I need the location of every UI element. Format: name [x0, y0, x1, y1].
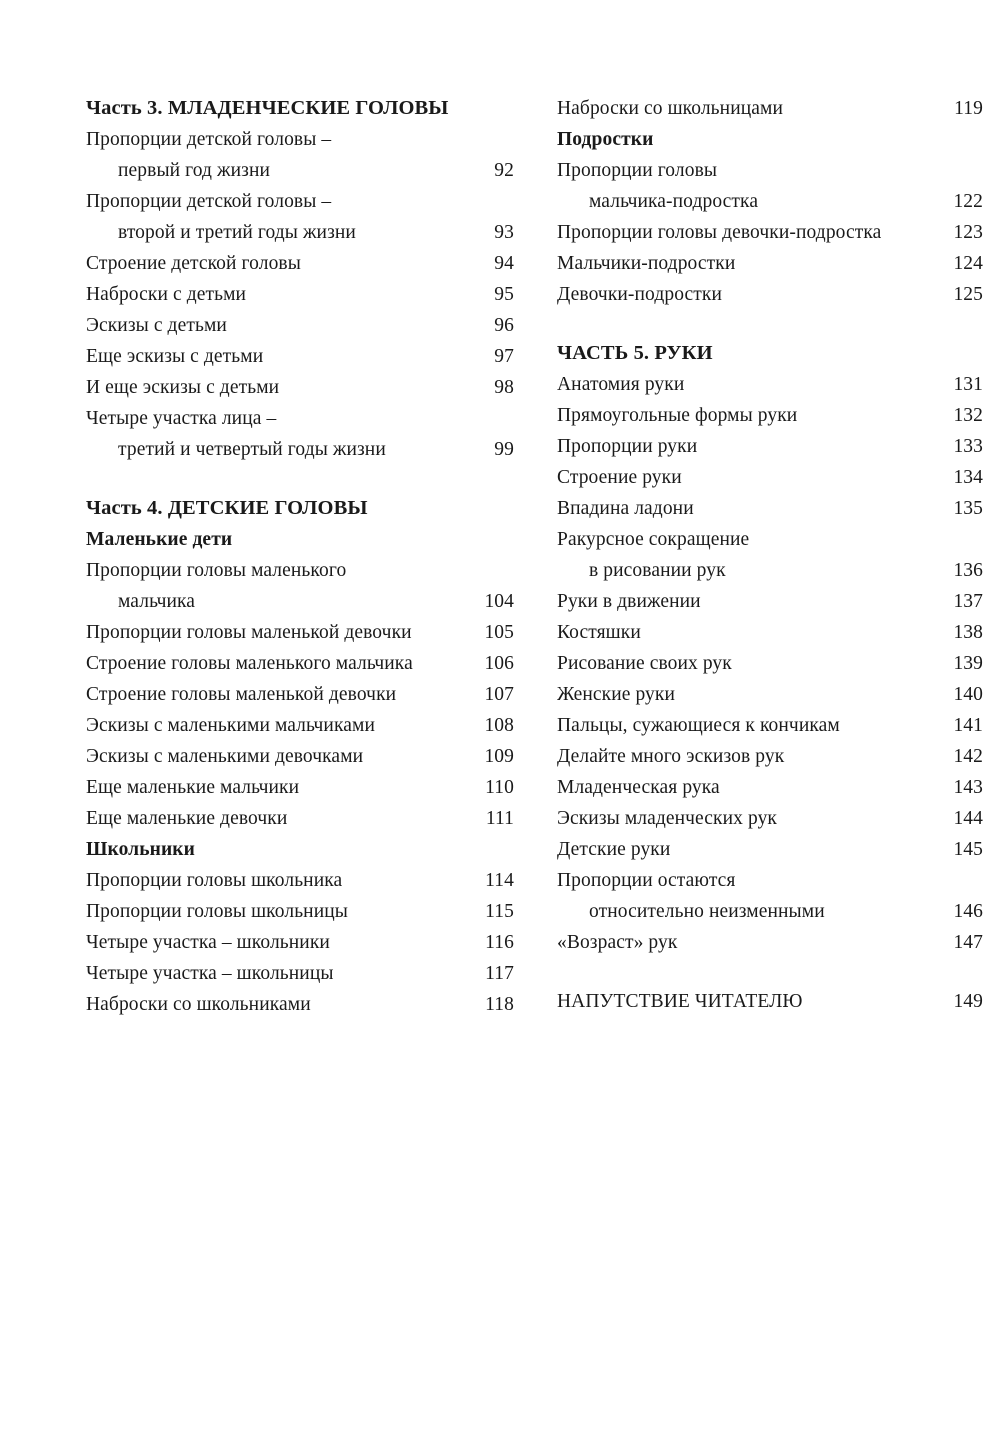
toc-entry-title: Строение головы маленькой девочки — [86, 684, 397, 705]
toc-page-number: 149 — [953, 991, 983, 1012]
toc-entry-line — [557, 279, 983, 310]
toc-page-number: 144 — [953, 808, 983, 829]
toc-page-number: 137 — [953, 591, 983, 612]
toc-entry[interactable] — [557, 217, 983, 248]
toc-entry-line — [557, 865, 983, 896]
toc-page-number: 104 — [484, 591, 514, 612]
toc-entry[interactable] — [557, 679, 983, 710]
toc-page-number: 98 — [494, 377, 514, 398]
toc-entry-title: в рисовании рук — [589, 560, 726, 581]
toc-entry-title: Пропорции головы маленького — [86, 560, 347, 581]
part-heading-text: ЧАСТЬ 5. РУКИ — [557, 342, 713, 364]
toc-page-number: 122 — [953, 191, 983, 212]
toc-entry[interactable] — [557, 279, 983, 310]
toc-entry-line — [86, 124, 514, 155]
toc-page-number: 95 — [494, 284, 514, 305]
toc-entry-line — [557, 803, 983, 834]
toc-page-number: 107 — [484, 684, 514, 705]
toc-page-number: 108 — [484, 715, 514, 736]
toc-entry[interactable] — [86, 555, 514, 617]
toc-entry[interactable] — [86, 772, 514, 803]
toc-page-number: 136 — [953, 560, 983, 581]
toc-page-number: 97 — [494, 346, 514, 367]
toc-entry[interactable] — [86, 989, 514, 1020]
toc-entry-line — [557, 896, 983, 927]
toc-page-number: 143 — [953, 777, 983, 798]
toc-entry-title: второй и третий годы жизни — [118, 222, 356, 243]
toc-entry-line — [86, 865, 514, 896]
toc-entry-line — [557, 586, 983, 617]
toc-entry-line — [557, 834, 983, 865]
toc-entry-line — [557, 772, 983, 803]
toc-entry-line — [86, 186, 514, 217]
toc-entry-title: Пропорции детской головы – — [86, 129, 332, 150]
toc-entry-line — [557, 524, 983, 555]
section-subheading-text: Школьники — [86, 839, 195, 860]
toc-page-number: 125 — [953, 284, 983, 305]
toc-entry[interactable] — [86, 958, 514, 989]
toc-entry[interactable] — [557, 462, 983, 493]
toc-page-number: 147 — [953, 932, 983, 953]
toc-page-number: 109 — [484, 746, 514, 767]
section-gap — [86, 465, 514, 493]
toc-entry[interactable] — [557, 93, 983, 124]
toc-entry[interactable] — [557, 803, 983, 834]
toc-page-number: 141 — [953, 715, 983, 736]
toc-entry-line — [86, 648, 514, 679]
toc-entry-line — [86, 710, 514, 741]
toc-entry-line — [557, 493, 983, 524]
toc-entry[interactable] — [86, 803, 514, 834]
toc-entry-title: Пропорции головы девочки-подростка — [557, 222, 882, 243]
toc-entry-line — [86, 555, 514, 586]
toc-entry-line — [86, 310, 514, 341]
toc-entry[interactable] — [557, 772, 983, 803]
toc-page-number: 123 — [953, 222, 983, 243]
toc-entry[interactable] — [86, 124, 514, 186]
toc-entry-line — [557, 217, 983, 248]
toc-entry-title: Пропорции головы маленькой девочки — [86, 622, 412, 643]
toc-entry-line — [86, 927, 514, 958]
toc-entry-title: первый год жизни — [118, 160, 271, 181]
toc-entry-line — [86, 403, 514, 434]
toc-entry-title: Девочки-подростки — [557, 284, 723, 305]
toc-entry-line — [86, 341, 514, 372]
toc-entry-title: Строение руки — [557, 467, 682, 488]
toc-entry[interactable] — [557, 617, 983, 648]
toc-entry-line — [86, 248, 514, 279]
toc-entry[interactable] — [86, 865, 514, 896]
toc-entry-title: Пропорции детской головы – — [86, 191, 332, 212]
toc-entry-line — [557, 555, 983, 586]
toc-page-number: 94 — [494, 253, 514, 274]
toc-entry[interactable] — [86, 927, 514, 958]
toc-entry[interactable] — [557, 493, 983, 524]
toc-entry-line — [86, 155, 514, 186]
toc-page-number: 96 — [494, 315, 514, 336]
toc-entry-title: Костяшки — [557, 622, 641, 643]
toc-entry[interactable] — [86, 341, 514, 372]
part-heading — [86, 493, 514, 524]
toc-entry-line — [86, 679, 514, 710]
toc-page-number: 110 — [485, 777, 514, 798]
toc-entry-line — [557, 155, 983, 186]
toc-page-number: 134 — [953, 467, 983, 488]
toc-entry-title: Четыре участка – школьники — [86, 932, 330, 953]
toc-entry-title: Эскизы с маленькими мальчиками — [86, 715, 375, 736]
toc-entry-line — [557, 679, 983, 710]
toc-entry[interactable] — [557, 865, 983, 927]
toc-entry-title: Мальчики-подростки — [557, 253, 736, 274]
toc-entry-line — [86, 958, 514, 989]
toc-entry-line — [557, 248, 983, 279]
toc-entry-title: Эскизы с маленькими девочками — [86, 746, 364, 767]
toc-page-number: 93 — [494, 222, 514, 243]
toc-entry-title: Делайте много эскизов рук — [557, 746, 785, 767]
toc-entry-title: Впадина ладони — [557, 498, 694, 519]
toc-entry[interactable] — [557, 834, 983, 865]
toc-entry[interactable] — [86, 617, 514, 648]
toc-page-number: 131 — [953, 374, 983, 395]
toc-entry[interactable] — [557, 648, 983, 679]
toc-entry[interactable] — [557, 741, 983, 772]
toc-entry[interactable] — [557, 155, 983, 217]
section-subheading — [86, 834, 514, 865]
toc-entry-title: Еще эскизы с детьми — [86, 346, 264, 367]
toc-entry-line — [86, 896, 514, 927]
toc-entry[interactable] — [86, 679, 514, 710]
toc-page-number: 114 — [485, 870, 514, 891]
toc-entry-line — [86, 372, 514, 403]
section-subheading-text: Подростки — [557, 129, 654, 150]
toc-entry-title: Пропорции руки — [557, 436, 698, 457]
section-subheading — [557, 124, 983, 155]
toc-page-number: 142 — [953, 746, 983, 767]
part-heading — [86, 93, 514, 124]
toc-entry-line — [86, 617, 514, 648]
toc-page-number: 139 — [953, 653, 983, 674]
toc-entry-title: НАПУТСТВИЕ ЧИТАТЕЛЮ — [557, 991, 803, 1012]
toc-entry-line — [86, 586, 514, 617]
toc-entry-line — [86, 279, 514, 310]
section-gap — [557, 310, 983, 338]
toc-entry-title: Четыре участка – школьницы — [86, 963, 334, 984]
toc-entry-title: Женские руки — [557, 684, 676, 705]
toc-entry-line — [86, 989, 514, 1020]
toc-entry-title: относительно неизменными — [589, 901, 825, 922]
toc-entry-line — [557, 400, 983, 431]
toc-page-number: 146 — [953, 901, 983, 922]
toc-entry[interactable] — [557, 431, 983, 462]
toc-page-number: 105 — [484, 622, 514, 643]
toc-page-number: 92 — [494, 160, 514, 181]
toc-entry-title: Наброски со школьницами — [557, 98, 784, 119]
toc-entry-title: Еще маленькие мальчики — [86, 777, 300, 798]
toc-entry-line — [557, 710, 983, 741]
toc-entry-title: Наброски с детьми — [86, 284, 247, 305]
toc-entry-line — [557, 617, 983, 648]
toc-entry-title: И еще эскизы с детьми — [86, 377, 280, 398]
toc-entry-title: Четыре участка лица – — [86, 408, 277, 429]
toc-entry-line — [557, 431, 983, 462]
toc-entry-title: Младенческая рука — [557, 777, 720, 798]
toc-entry[interactable] — [557, 248, 983, 279]
toc-page-number: 106 — [484, 653, 514, 674]
toc-page-number: 117 — [485, 963, 514, 984]
toc-entry-line — [557, 369, 983, 400]
toc-entry[interactable] — [86, 372, 514, 403]
toc-entry[interactable] — [86, 186, 514, 248]
toc-page-number: 118 — [485, 994, 514, 1015]
toc-entry[interactable] — [86, 310, 514, 341]
toc-entry-line — [557, 93, 983, 124]
toc-entry[interactable] — [86, 896, 514, 927]
toc-page-number: 135 — [953, 498, 983, 519]
toc-page-number: 116 — [485, 932, 514, 953]
toc-entry[interactable] — [557, 586, 983, 617]
toc-entry[interactable] — [557, 986, 983, 1017]
toc-entry-title: Ракурсное сокращение — [557, 529, 750, 550]
toc-entry[interactable] — [557, 369, 983, 400]
toc-entry[interactable] — [86, 710, 514, 741]
toc-entry-title: Еще маленькие девочки — [86, 808, 288, 829]
toc-entry-title: Пропорции головы — [557, 160, 718, 181]
toc-page-number: 140 — [953, 684, 983, 705]
toc-entry[interactable] — [557, 400, 983, 431]
toc-entry-title: Прямоугольные формы руки — [557, 405, 798, 426]
toc-entry[interactable] — [557, 927, 983, 958]
toc-entry[interactable] — [557, 524, 983, 586]
section-subheading — [86, 524, 514, 555]
toc-right-column — [557, 93, 983, 1017]
toc-entry-title: Детские руки — [557, 839, 671, 860]
toc-entry-line — [86, 741, 514, 772]
toc-entry-line — [86, 803, 514, 834]
toc-entry-line — [557, 927, 983, 958]
toc-entry-title: Строение головы маленького мальчика — [86, 653, 413, 674]
toc-entry-line — [86, 434, 514, 465]
toc-entry-title: «Возраст» рук — [557, 932, 678, 953]
toc-page-number: 145 — [953, 839, 983, 860]
toc-entry-line — [86, 217, 514, 248]
part-heading — [557, 338, 983, 369]
toc-entry-title: Эскизы младенческих рук — [557, 808, 778, 829]
toc-entry-line — [86, 772, 514, 803]
toc-entry-title: Анатомия руки — [557, 374, 685, 395]
toc-entry-title: третий и четвертый годы жизни — [118, 439, 386, 460]
toc-entry-line — [557, 741, 983, 772]
toc-entry-line — [557, 986, 983, 1017]
toc-entry-title: Пропорции остаются — [557, 870, 736, 891]
toc-entry-title: Наброски со школьниками — [86, 994, 311, 1015]
toc-entry-title: Рисование своих рук — [557, 653, 732, 674]
toc-entry[interactable] — [86, 248, 514, 279]
toc-entry-title: Руки в движении — [557, 591, 701, 612]
toc-page-number: 138 — [953, 622, 983, 643]
toc-entry-line — [557, 462, 983, 493]
toc-entry-title: мальчика — [118, 591, 196, 612]
section-subheading-text: Маленькие дети — [86, 529, 233, 550]
toc-entry-line — [557, 186, 983, 217]
toc-entry-title: мальчика-подростка — [589, 191, 759, 212]
toc-page-number: 124 — [953, 253, 983, 274]
part-heading-text: Часть 3. МЛАДЕНЧЕСКИЕ ГОЛОВЫ — [86, 97, 449, 119]
toc-page-number: 119 — [954, 98, 983, 119]
toc-page-number: 133 — [953, 436, 983, 457]
toc-entry[interactable] — [86, 279, 514, 310]
toc-page-number: 132 — [953, 405, 983, 426]
toc-entry[interactable] — [86, 741, 514, 772]
toc-page-number: 115 — [485, 901, 514, 922]
toc-entry[interactable] — [557, 710, 983, 741]
part-heading-text: Часть 4. ДЕТСКИЕ ГОЛОВЫ — [86, 497, 368, 519]
toc-entry-line — [557, 648, 983, 679]
toc-entry[interactable] — [86, 648, 514, 679]
toc-entry-title: Строение детской головы — [86, 253, 301, 274]
toc-entry-title: Эскизы с детьми — [86, 315, 227, 336]
toc-left-column — [86, 93, 514, 1020]
toc-entry-title: Пальцы, сужающиеся к кончикам — [557, 715, 840, 736]
toc-entry-title: Пропорции головы школьника — [86, 870, 343, 891]
section-gap — [557, 958, 983, 986]
toc-entry-title: Пропорции головы школьницы — [86, 901, 348, 922]
toc-page-number: 111 — [485, 808, 514, 829]
toc-entry[interactable] — [86, 403, 514, 465]
toc-page-number: 99 — [494, 439, 514, 460]
